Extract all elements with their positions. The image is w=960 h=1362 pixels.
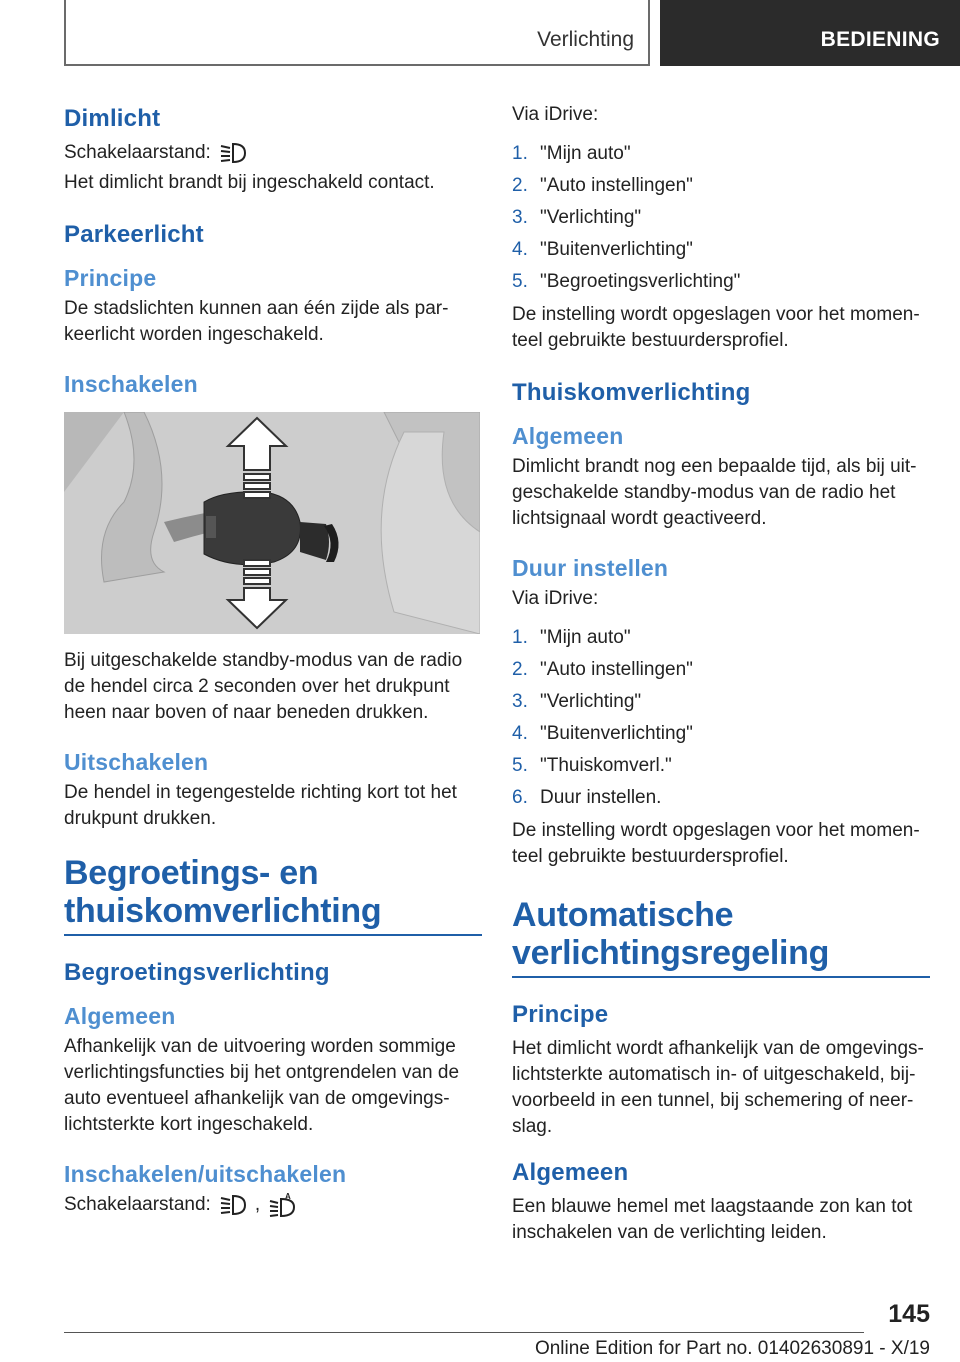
parkeerlicht-uitschakelen-heading: Uitschakelen <box>64 749 209 775</box>
list-item: 2. "Auto instellingen" <box>512 659 693 680</box>
note-2: De instelling wordt opgeslagen voor het momen-teel gebruikte bestuurdersprofiel. <box>512 820 920 867</box>
list-item: 1. "Mijn auto" <box>512 627 631 648</box>
left-column <box>64 96 482 1218</box>
right-column <box>512 96 930 1246</box>
begroetings-algemeen-text: Afhankelijk van de uitvoering worden sommige verlichtingsfuncties bij het ontgrendelen van de auto eventueel afhankelijk van de omgevings-lichtsterkte kort ingeschakeld. <box>64 1036 460 1135</box>
parkeerlicht-principe-text: De stadslichten kunnen aan één zijde als par-keerlicht worden ingeschakeld. <box>64 298 449 345</box>
auto-principe-heading: Principe <box>512 1001 609 1028</box>
header-section-title: Verlichting <box>537 28 634 51</box>
dimlicht-text: Het dimlicht brandt bij ingeschakeld contact. <box>64 172 435 193</box>
parkeerlicht-inschakelen-heading: Inschakelen <box>64 371 198 397</box>
begroetings-algemeen-heading: Algemeen <box>64 1003 176 1029</box>
switch-separator: , <box>254 1194 261 1215</box>
parkeerlicht-uitschakelen-text: De hendel in tegengestelde richting kort tot het drukpunt drukken. <box>64 782 457 829</box>
page-number: 145 <box>888 1300 930 1328</box>
via-idrive-1: Via iDrive: <box>512 104 599 125</box>
list-item: 2. "Auto instellingen" <box>512 175 693 196</box>
lever-diagram <box>64 412 480 634</box>
list-item: 5. "Begroetingsverlichting" <box>512 271 741 292</box>
header-chapter-title: BEDIENING <box>820 28 940 51</box>
parkeerlicht-principe-heading: Principe <box>64 265 157 291</box>
begroetings-switch-position <box>64 1192 482 1218</box>
automatische-verlichtingsregeling-heading: Automatische verlichtingsregeling <box>512 896 930 978</box>
low-beam-headlight-icon <box>219 142 247 164</box>
begroetingsverlichting-heading: Begroetingsverlichting <box>64 959 330 986</box>
list-item: 3. "Verlichting" <box>512 207 642 228</box>
low-beam-headlight-icon <box>219 1194 247 1216</box>
note-1: De instelling wordt opgeslagen voor het momen-teel gebruikte bestuurdersprofiel. <box>512 304 920 351</box>
thuiskomverlichting-heading: Thuiskomverlichting <box>512 379 751 406</box>
parkeerlicht-heading: Parkeerlicht <box>64 221 204 248</box>
svg-text:A: A <box>285 1193 291 1201</box>
via-idrive-2: Via iDrive: <box>512 588 599 609</box>
begroetings-inuit-heading: Inschakelen/uitschakelen <box>64 1161 347 1187</box>
list-item: 3. "Verlichting" <box>512 691 642 712</box>
steps-list-1 <box>512 138 930 298</box>
list-item: 4. "Buitenverlichting" <box>512 723 693 744</box>
footer-divider <box>64 1332 864 1333</box>
thuis-algemeen-text: Dimlicht brandt nog een bepaalde tijd, als bij uit-geschakelde standby-modus van de radio het lichtsignaal wordt geactiveerd. <box>512 456 917 529</box>
header-chapter-box <box>660 0 960 66</box>
automatic-headlight-icon <box>268 1193 296 1217</box>
dimlicht-heading: Dimlicht <box>64 105 161 132</box>
auto-algemeen-text: Een blauwe hemel met laagstaande zon kan tot inschakelen van de verlichting leiden. <box>512 1196 913 1243</box>
turn-signal-lever-illustration <box>64 412 480 634</box>
list-item: 1. "Mijn auto" <box>512 143 631 164</box>
dimlicht-switch-position <box>64 140 482 166</box>
begroetings-heading: Begroetings- en thuiskomverlichting <box>64 854 482 936</box>
header-section-box <box>64 0 650 66</box>
list-item: 6. Duur instellen. <box>512 787 662 808</box>
footer-edition: Online Edition for Part no. 01402630891 - X/19 <box>534 1338 930 1359</box>
duur-instellen-heading: Duur instellen <box>512 555 669 581</box>
parkeerlicht-inschakelen-text: Bij uitgeschakelde standby-modus van de radio de hendel circa 2 seconden over het drukpunt heen naar boven of naar beneden drukken. <box>64 650 463 723</box>
list-item: 5. "Thuiskomverl." <box>512 755 672 776</box>
list-item: 4. "Buitenverlichting" <box>512 239 693 260</box>
dimlicht-switch-label: Schakelaarstand: <box>64 142 211 163</box>
begroetings-switch-label: Schakelaarstand: <box>64 1194 211 1215</box>
auto-algemeen-heading: Algemeen <box>512 1159 629 1186</box>
steps-list-2 <box>512 622 930 814</box>
thuis-algemeen-heading: Algemeen <box>512 423 624 449</box>
auto-principe-text: Het dimlicht wordt afhankelijk van de omgevings-lichtsterkte automatisch in- of uitgeschakeld, bij-voorbeeld in een tunnel, bij schemering of neer-slag. <box>512 1038 924 1137</box>
